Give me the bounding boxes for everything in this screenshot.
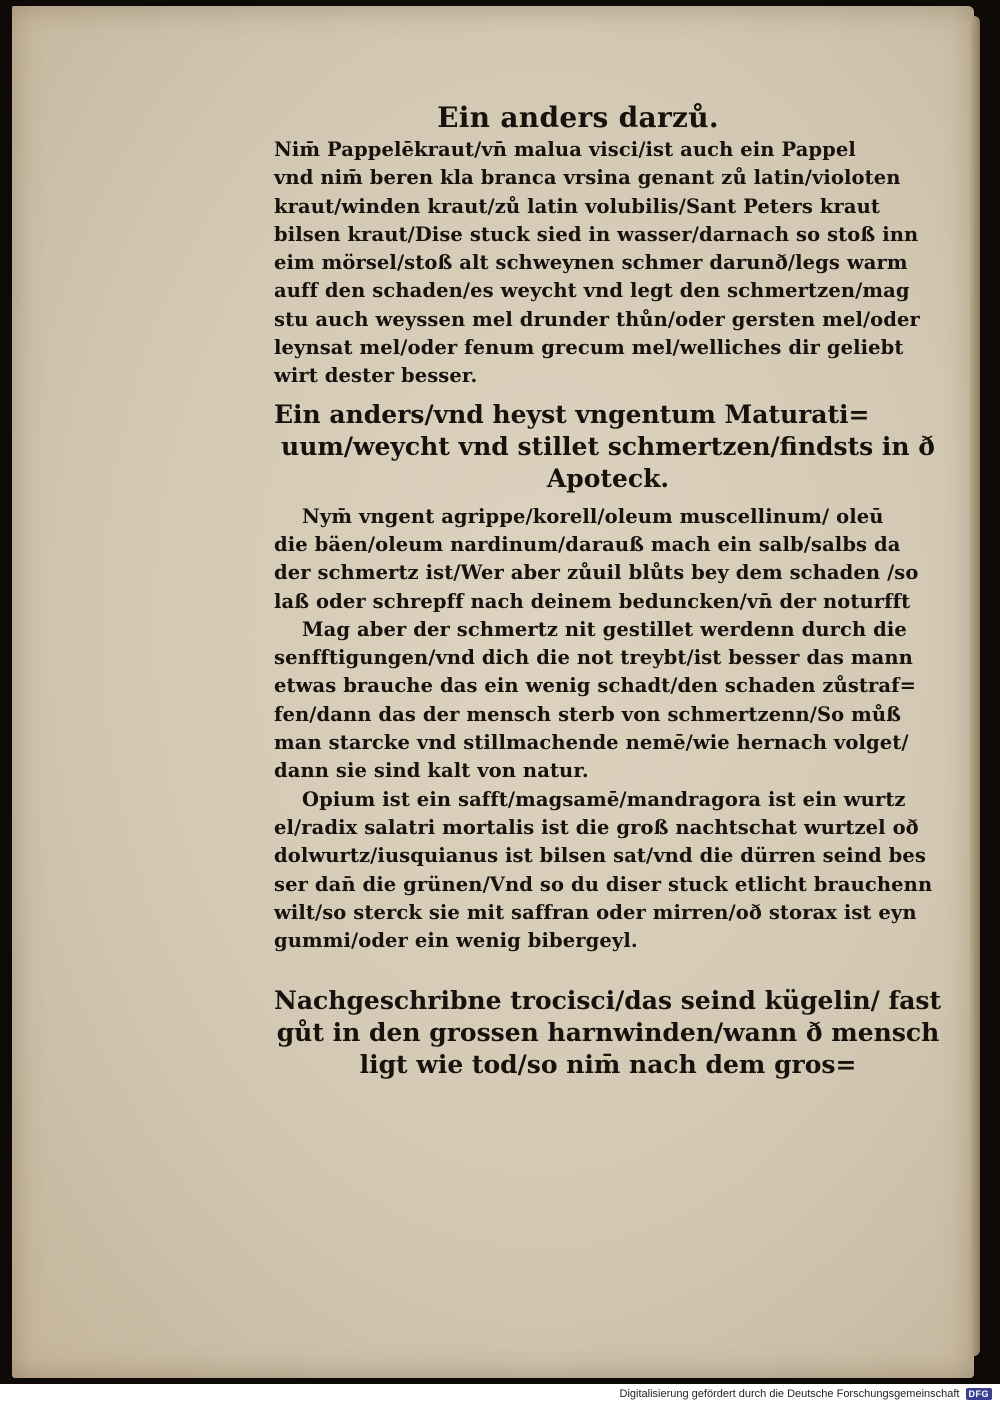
- text-line: die bäen/oleum nardinum/darauß mach ein salb/salbs da: [274, 532, 901, 556]
- paragraph-1: [274, 136, 942, 391]
- heading-3: [274, 985, 942, 1081]
- text-line: eim mörsel/stoß alt schweynen schmer darunð/legs warm: [274, 251, 908, 275]
- text-line: wilt/so sterck sie mit saffran oder mirren/oð storax ist eyn: [274, 900, 917, 924]
- text-line: Nim̄ Pappelēkraut/vn̄ malua visci/ist auch ein Pappel: [274, 138, 856, 161]
- text-line: gummi/oder ein wenig bibergeyl.: [274, 929, 638, 953]
- text-line: stu auch weyssen mel drunder thůn/oder gersten mel/oder: [274, 307, 920, 331]
- text-line: Opium ist ein safft/magsamē/mandragora ist ein wurtz: [302, 787, 906, 811]
- text-line: etwas brauche das ein wenig schadt/den schaden zůstraf=: [274, 674, 917, 698]
- text-line: dolwurtz/iusquianus ist bilsen sat/vnd die dürren seind bes: [274, 844, 926, 868]
- heading-2-line: Apoteck.: [546, 463, 670, 493]
- text-line: fen/dann das der mensch sterb von schmertzenn/So můß: [274, 702, 902, 726]
- page-edge: [970, 16, 980, 1356]
- text-line: auff den schaden/es weycht vnd legt den schmertzen/mag: [274, 279, 910, 303]
- text-line: dann sie sind kalt von natur.: [274, 759, 589, 783]
- digitization-credit: [0, 1384, 1000, 1404]
- text-line: kraut/winden kraut/zů latin volubilis/Sant Peters kraut: [274, 194, 880, 218]
- text-line: bilsen kraut/Dise stuck sied in wasser/darnach so stoß inn: [274, 222, 919, 246]
- text-line: el/radix salatri mortalis ist die groß nachtschat wurtzel oð: [274, 815, 919, 839]
- text-line: man starcke vnd stillmachende nemē/wie hernach volget/: [274, 731, 909, 755]
- text-line: Mag aber der schmertz nit gestillet werdenn durch die: [302, 617, 907, 641]
- dfg-logo: DFG: [966, 1388, 993, 1400]
- text-line: vnd nim̄ beren kla branca vrsina genant zů latin/violoten: [274, 166, 901, 190]
- paragraph-3: [274, 616, 942, 786]
- text-line: wirt dester besser.: [274, 364, 478, 388]
- heading-2: [274, 399, 942, 495]
- heading-3-line: Nachgeschribne trocisci/das seind kügelin/ fast: [274, 986, 942, 1016]
- heading-3-line: gůt in den grossen harnwinden/wann ð mensch: [276, 1018, 940, 1048]
- heading-3-line: ligt wie tod/so nim̄ nach dem gros=: [359, 1050, 857, 1080]
- credit-text: Digitalisierung gefördert durch die Deutsche Forschungsgemeinschaft: [619, 1388, 960, 1400]
- paragraph-4: [274, 786, 942, 956]
- text-line: leynsat mel/oder fenum grecum mel/welliches dir geliebt: [274, 336, 904, 360]
- text-line: senfftigungen/vnd dich die not treybt/ist besser das mann: [274, 646, 913, 670]
- page-text: [274, 100, 942, 1081]
- text-line: der schmertz ist/Wer aber zůuil blůts bey dem schaden /so: [274, 561, 919, 585]
- text-line: laß oder schrepff nach deinem beduncken/vn̄ der noturfft: [274, 589, 911, 613]
- heading-2-line: Ein anders/vnd heyst vngentum Maturati=: [274, 399, 870, 429]
- heading-1: Ein anders darzů.: [437, 101, 719, 134]
- paragraph-2: [274, 503, 942, 616]
- text-line: ser dan̄ die grünen/Vnd so du diser stuck etlicht brauchenn: [274, 872, 933, 896]
- text-line: Nym̄ vngent agrippe/korell/oleum muscellinum/ oleū: [302, 504, 884, 528]
- heading-2-line: uum/weycht vnd stillet schmertzen/findsts in ð: [281, 431, 935, 461]
